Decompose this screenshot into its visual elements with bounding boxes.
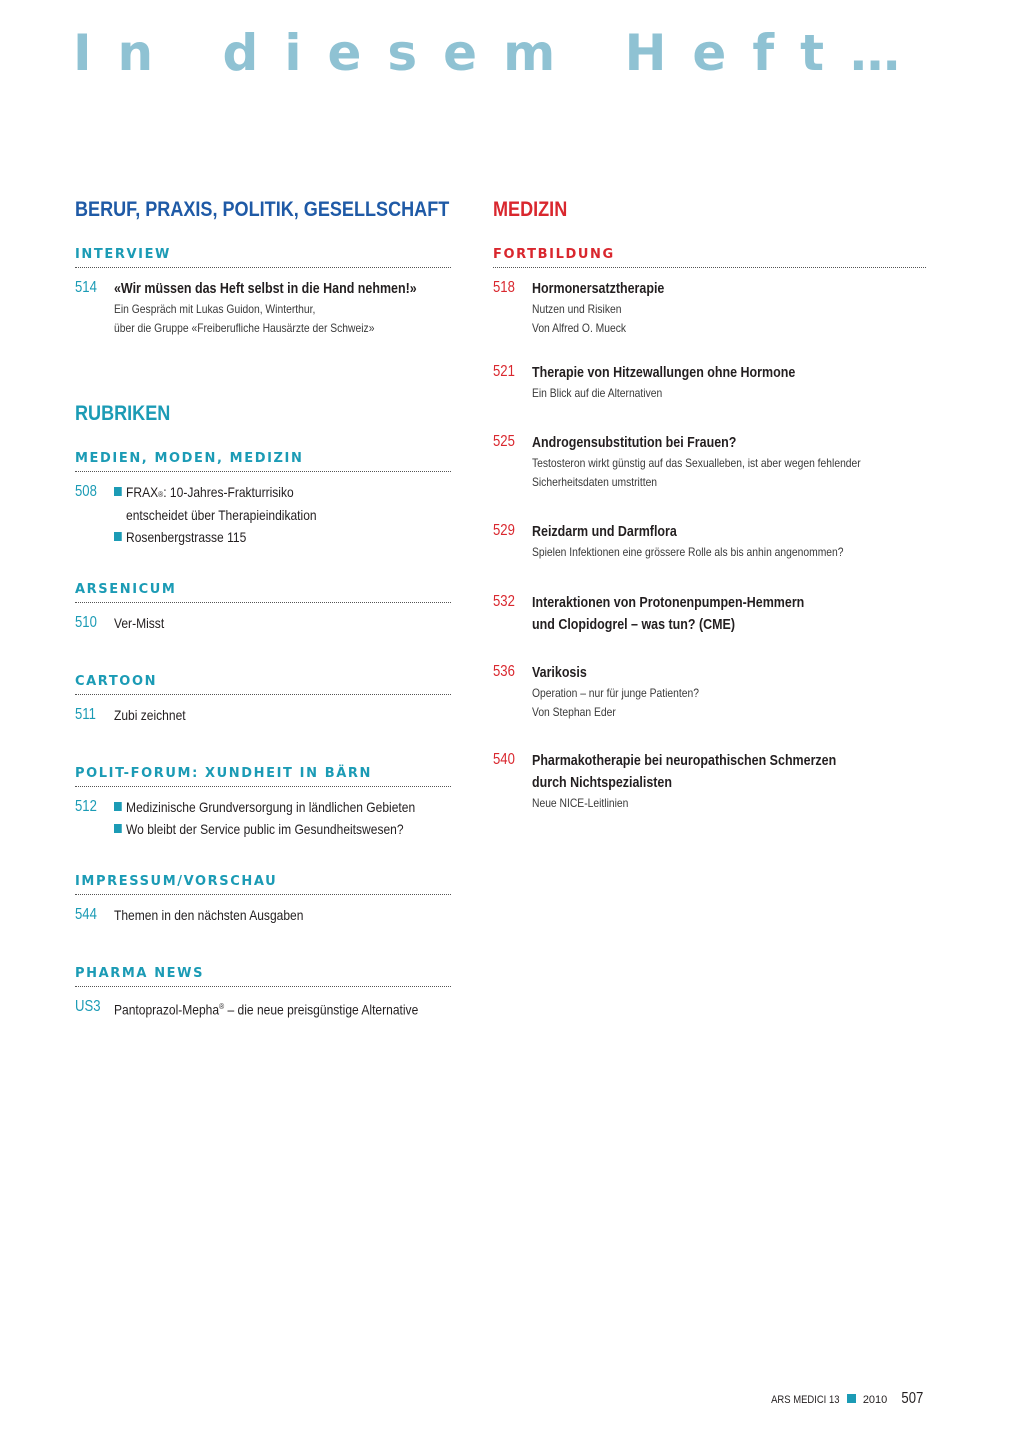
toc-entry[interactable]	[75, 997, 451, 1020]
page-number: 544	[75, 906, 97, 923]
entry-title: Varikosis	[532, 665, 587, 681]
bullet-square-icon	[114, 824, 122, 833]
toc-entry[interactable]	[493, 278, 926, 338]
page-number: 511	[75, 706, 96, 723]
entry-title: FRAX $_®$ : 10-Jahres-Frakturrisiko	[114, 482, 404, 505]
category-pharma-news	[75, 965, 451, 1020]
entry-title: Pharmakotherapie bei neuropathischen Schmerzen	[532, 753, 837, 769]
category-medien	[75, 450, 451, 547]
toc-entry[interactable]	[493, 521, 926, 562]
toc-entry[interactable]	[75, 797, 451, 839]
category-cartoon	[75, 673, 451, 725]
entry-title: «Wir müssen das Heft selbst in die Hand nehmen!»	[114, 281, 417, 297]
page-number: 518	[493, 279, 515, 296]
page-number: 521	[493, 363, 515, 380]
page-number: 532	[493, 593, 515, 610]
toc-entry[interactable]	[493, 592, 926, 636]
entry-subtitle: Ein Blick auf die Alternativen	[532, 386, 663, 400]
left-column	[75, 196, 451, 1020]
toc-entry[interactable]	[493, 750, 926, 813]
category-fortbildung	[493, 246, 926, 813]
toc-entry[interactable]	[75, 613, 451, 633]
entry-title: Ver-Misst	[114, 615, 165, 631]
entry-subtitle: über die Gruppe «Freiberufliche Hausärzte der Schweiz»	[114, 321, 375, 335]
toc-entry[interactable]	[493, 432, 926, 492]
entry-title: Reizdarm und Darmflora	[532, 524, 677, 540]
entry-subtitle: Ein Gespräch mit Lukas Guidon, Winterthur,	[114, 302, 316, 316]
page-number: 508	[75, 483, 97, 500]
entry-subtitle: Neue NICE-Leitlinien	[532, 796, 629, 810]
toc-entry[interactable]	[75, 278, 451, 338]
entry-subtitle: Testosteron wirkt günstig auf das Sexualleben, ist aber wegen fehlender	[532, 456, 861, 470]
section-title-medizin: MEDIZIN	[493, 198, 568, 221]
entry-subtitle: Spielen Infektionen eine grössere Rolle als bis anhin angenommen?	[532, 545, 844, 559]
entry-title: Themen in den nächsten Ausgaben	[114, 907, 304, 923]
entry-subtitle: Nutzen und Risiken	[532, 302, 622, 316]
entry-title: Hormonersatztherapie	[532, 281, 665, 297]
entry-title: Pantoprazol-Mepha® – die neue preisgünstige Alternative	[114, 1001, 419, 1018]
section-title-beruf: BERUF, PRAXIS, POLITIK, GESELLSCHAFT	[75, 198, 450, 221]
toc-entry[interactable]	[75, 482, 451, 547]
entry-title: Zubi zeichnet	[114, 707, 186, 723]
entry-title-continued: entscheidet über Therapieindikation	[126, 507, 317, 523]
entry-author: Von Stephan Eder	[532, 705, 616, 719]
entry-title: Androgensubstitution bei Frauen?	[532, 435, 737, 451]
right-column	[493, 196, 926, 813]
toc-entry[interactable]	[493, 362, 926, 403]
page-number: 512	[75, 798, 97, 815]
page-number: US3	[75, 998, 101, 1015]
journal-name: ARS MEDICI 13	[771, 1394, 840, 1406]
category-label: FORTBILDUNG	[493, 246, 926, 268]
category-label: ARSENICUM	[75, 581, 451, 603]
toc-entry[interactable]	[493, 662, 926, 722]
toc-entry[interactable]	[75, 905, 451, 925]
entry-subtitle: Operation – nur für junge Patienten?	[532, 686, 699, 700]
section-title-rubriken: RUBRIKEN	[75, 402, 171, 425]
page-number: 536	[493, 663, 515, 680]
category-politforum	[75, 765, 451, 839]
bullet-square-icon	[114, 487, 122, 496]
category-label: IMPRESSUM/VORSCHAU	[75, 873, 451, 895]
entry-title: Interaktionen von Protonenpumpen-Hemmern	[532, 595, 805, 611]
toc-entry[interactable]	[75, 705, 451, 725]
bullet-square-icon	[114, 532, 122, 541]
entry-title-continued: und Clopidogrel – was tun? (CME)	[532, 617, 735, 633]
entry-title: Medizinische Grundversorgung in ländlichen Gebieten	[114, 797, 404, 817]
category-label: INTERVIEW	[75, 246, 451, 268]
entry-title: Rosenbergstrasse 115	[114, 527, 404, 547]
category-label: MEDIEN, MODEN, MEDIZIN	[75, 450, 451, 472]
page-number: 529	[493, 522, 515, 539]
category-label: POLIT-FORUM: XUNDHEIT IN BÄRN	[75, 765, 451, 787]
category-impressum	[75, 873, 451, 925]
category-label: CARTOON	[75, 673, 451, 695]
footer-square-icon	[847, 1394, 856, 1403]
entry-subtitle: Sicherheitsdaten umstritten	[532, 475, 658, 489]
entry-title: Therapie von Hitzewallungen ohne Hormone	[532, 365, 796, 381]
page-title: In diesem Heft…	[72, 24, 926, 82]
category-interview	[75, 246, 451, 338]
bullet-square-icon	[114, 802, 122, 811]
entry-title-continued: durch Nichtspezialisten	[532, 775, 672, 791]
entry-title: Wo bleibt der Service public im Gesundheitswesen?	[114, 819, 404, 839]
category-label: PHARMA NEWS	[75, 965, 451, 987]
issue-year: 2010	[862, 1394, 888, 1406]
page-number: 525	[493, 433, 515, 450]
category-arsenicum	[75, 581, 451, 633]
page-footer	[760, 1390, 926, 1408]
page-number-footer: 507	[901, 1390, 924, 1407]
page-number: 514	[75, 279, 97, 296]
page-number: 540	[493, 751, 515, 768]
entry-author: Von Alfred O. Mueck	[532, 321, 627, 335]
page-number: 510	[75, 614, 97, 631]
